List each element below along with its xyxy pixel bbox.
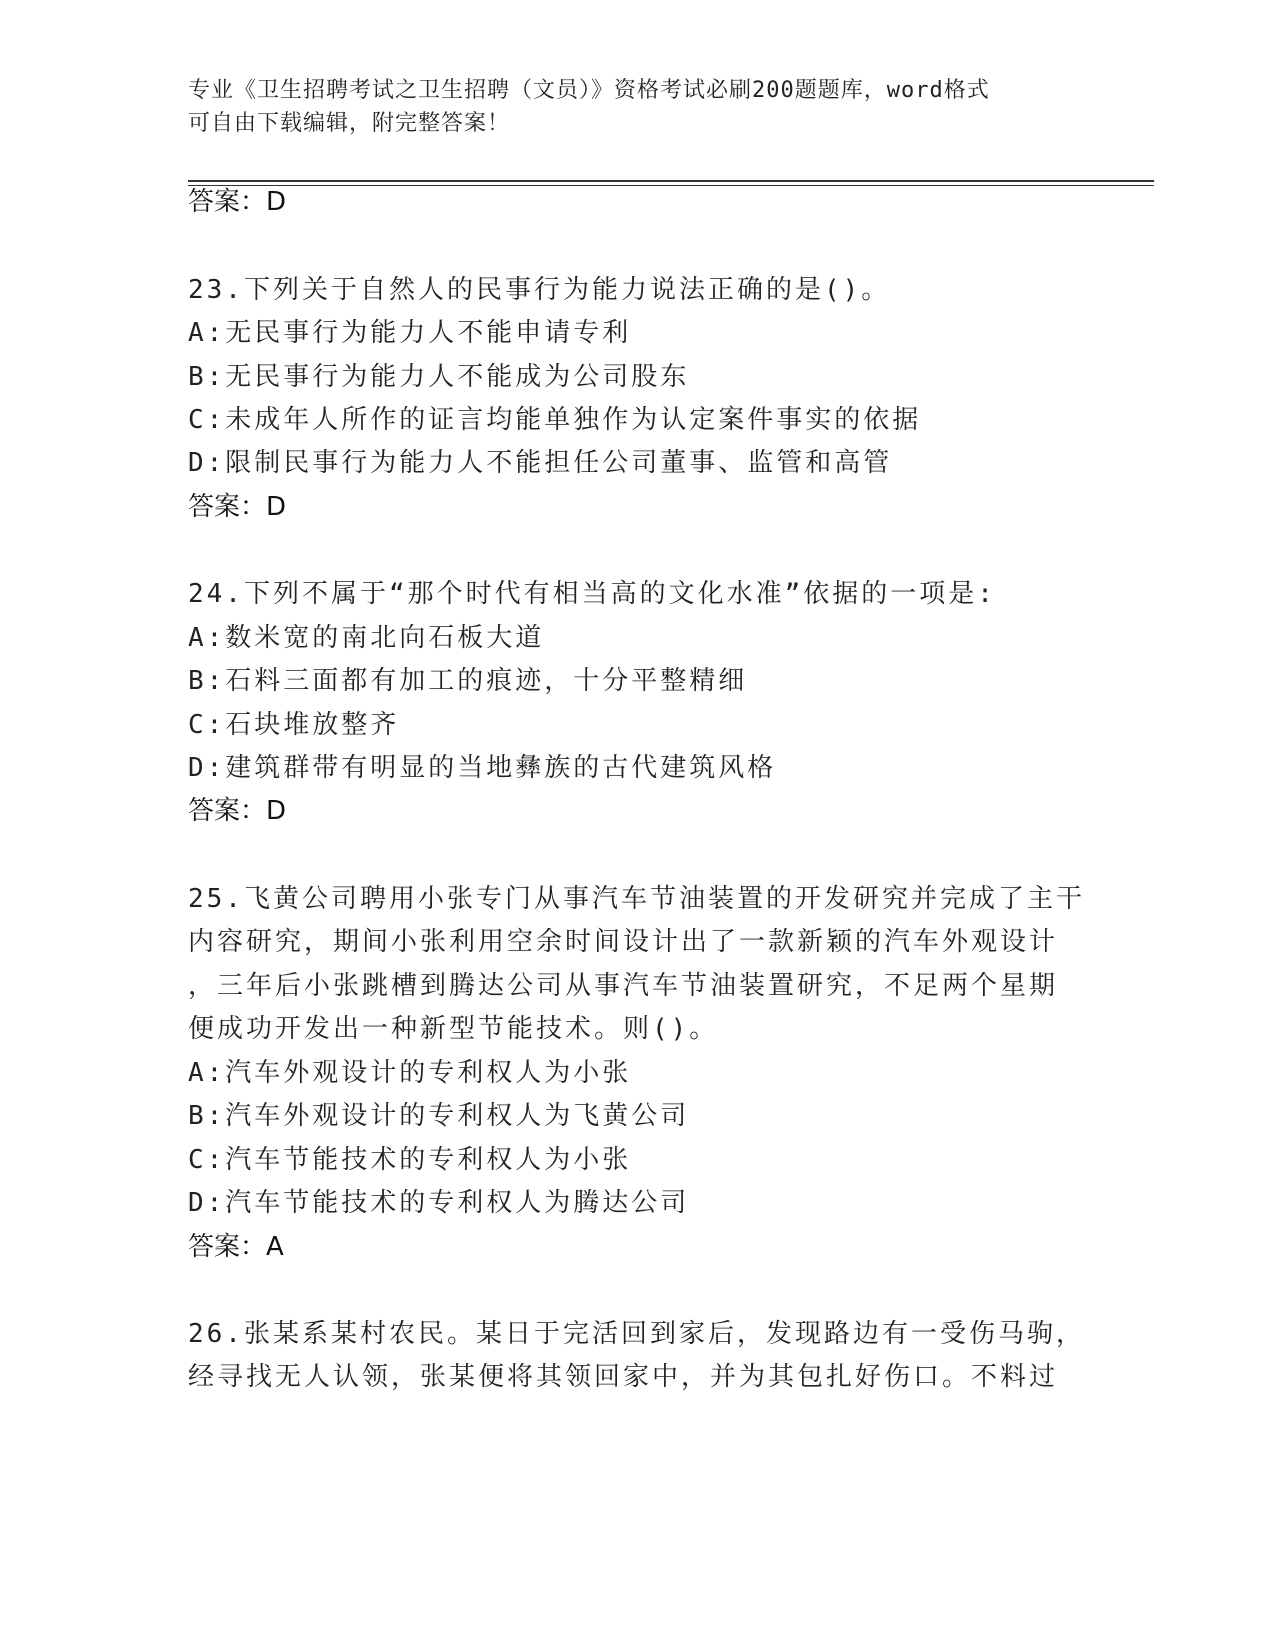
answer-line: 答案：D bbox=[188, 187, 287, 217]
document-header bbox=[188, 74, 1088, 140]
question-25-option-b: B:汽车外观设计的专利权人为飞黄公司 bbox=[188, 1101, 690, 1131]
header-line-1: 专业《卫生招聘考试之卫生招聘（文员）》资格考试必刷200题题库，word格式 bbox=[188, 78, 990, 103]
question-25-option-c: C:汽车节能技术的专利权人为小张 bbox=[188, 1145, 632, 1175]
header-divider-thick bbox=[188, 180, 1154, 182]
question-24-option-a: A:数米宽的南北向石板大道 bbox=[188, 623, 545, 653]
question-24-option-b: B:石料三面都有加工的痕迹，十分平整精细 bbox=[188, 666, 748, 696]
question-25-option-a: A:汽车外观设计的专利权人为小张 bbox=[188, 1058, 632, 1088]
question-25-stem-line-3: ，三年后小张跳槽到腾达公司从事汽车节油装置研究，不足两个星期 bbox=[188, 971, 1059, 1001]
question-23-option-a: A:无民事行为能力人不能申请专利 bbox=[188, 318, 632, 348]
question-23-option-c: C:未成年人所作的证言均能单独作为认定案件事实的依据 bbox=[188, 405, 922, 435]
question-25-stem-line-1: 25.飞黄公司聘用小张专门从事汽车节油装置的开发研究并完成了主干 bbox=[188, 884, 1085, 914]
question-26-stem-line-2: 经寻找无人认领，张某便将其领回家中，并为其包扎好伤口。不料过 bbox=[188, 1362, 1059, 1392]
question-23-option-d: D:限制民事行为能力人不能担任公司董事、监管和高管 bbox=[188, 448, 893, 478]
header-line-2: 可自由下载编辑，附完整答案！ bbox=[188, 111, 511, 136]
question-24-answer: 答案：D bbox=[188, 796, 287, 826]
question-24-stem: 24.下列不属于“那个时代有相当高的文化水准”依据的一项是: bbox=[188, 579, 996, 609]
question-26-stem-line-1: 26.张某系某村农民。某日于完活回到家后，发现路边有一受伤马驹， bbox=[188, 1319, 1085, 1349]
question-25-option-d: D:汽车节能技术的专利权人为腾达公司 bbox=[188, 1188, 690, 1218]
question-24-option-d: D:建筑群带有明显的当地彝族的古代建筑风格 bbox=[188, 753, 777, 783]
question-23-option-b: B:无民事行为能力人不能成为公司股东 bbox=[188, 362, 690, 392]
question-25-stem-line-2: 内容研究，期间小张利用空余时间设计出了一款新颖的汽车外观设计 bbox=[188, 927, 1059, 957]
header-divider-thin bbox=[188, 185, 1154, 186]
question-23-stem: 23.下列关于自然人的民事行为能力说法正确的是()。 bbox=[188, 275, 891, 305]
question-25-answer: 答案：A bbox=[188, 1232, 284, 1262]
question-24-option-c: C:石块堆放整齐 bbox=[188, 710, 400, 740]
question-23-answer: 答案：D bbox=[188, 492, 287, 522]
question-25-stem-line-4: 便成功开发出一种新型节能技术。则()。 bbox=[188, 1014, 719, 1044]
